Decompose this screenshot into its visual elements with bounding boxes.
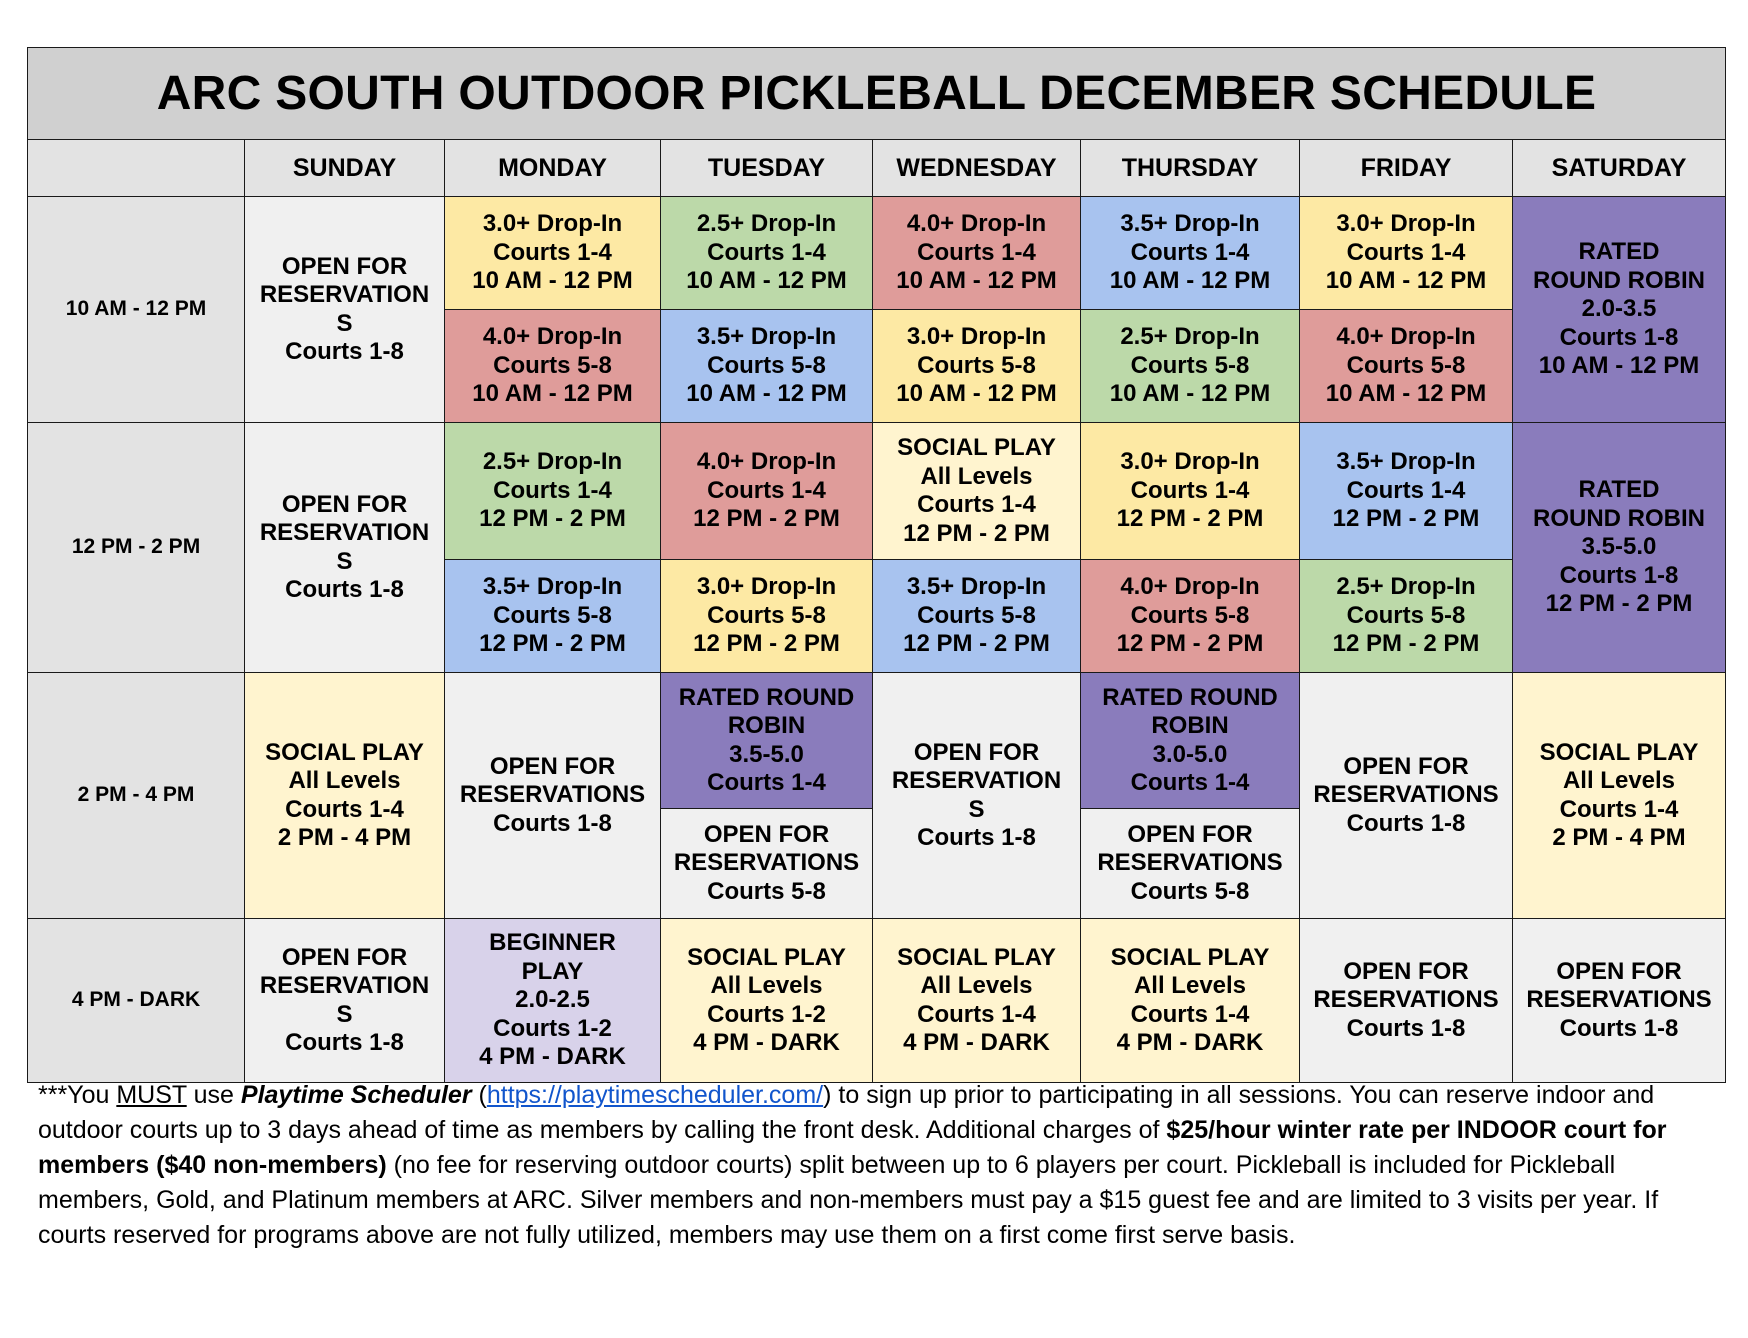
session-line: 3.0+ Drop-In — [482, 210, 623, 238]
session-line: 10 AM - 12 PM — [1109, 380, 1271, 408]
footnote — [38, 1078, 1728, 1253]
footnote-open-paren: ( — [471, 1081, 487, 1109]
session-line: RATED ROUND — [678, 683, 855, 711]
session-line: Courts 5-8 — [707, 601, 826, 629]
session-line: 2 PM - 4 PM — [277, 824, 412, 851]
session-line: 12 PM - 2 PM — [1332, 630, 1480, 658]
session-line: Courts 1-8 — [1559, 323, 1679, 351]
footnote-app-name: Playtime Scheduler — [240, 1081, 472, 1109]
session-line: 3.5+ Drop-In — [696, 323, 837, 351]
session-line: RESERVATION — [259, 519, 430, 546]
session-line: 12 PM - 2 PM — [1116, 505, 1264, 533]
session-line: 12 PM - 2 PM — [479, 505, 626, 533]
session-cell-saturday-12pm — [1513, 423, 1726, 673]
session-line: Courts 1-2 — [493, 1014, 612, 1042]
time-label-10am: 10 AM - 12 PM — [28, 197, 245, 423]
session-line: SOCIAL PLAY — [897, 434, 1056, 461]
session-line: Courts 5-8 — [707, 351, 826, 379]
session-line: RATED ROUND — [1102, 683, 1278, 711]
session-cell-monday-12pm-courts-1-4 — [445, 423, 661, 560]
session-cell-friday-2pm — [1300, 673, 1513, 919]
session-line: 4.0+ Drop-In — [482, 323, 623, 351]
session-line: 10 AM - 12 PM — [686, 267, 847, 295]
slot-row-3 — [28, 673, 1726, 809]
session-line: ROUND ROBIN — [1533, 266, 1705, 294]
session-line: 3.0+ Drop-In — [906, 323, 1047, 351]
session-line: 4 PM - DARK — [693, 1029, 840, 1056]
session-line: RESERVATION — [259, 972, 430, 999]
session-line: 10 AM - 12 PM — [1325, 380, 1487, 408]
session-cell-saturday-10am — [1513, 197, 1726, 423]
session-cell-wednesday-10am-courts-1-4 — [873, 197, 1081, 310]
session-cell-sunday-4pm — [245, 919, 445, 1083]
session-line: RESERVATIONS — [459, 781, 646, 809]
session-line: Courts 1-8 — [285, 1029, 404, 1056]
session-line: OPEN FOR — [281, 252, 408, 280]
session-cell-tuesday-4pm — [661, 919, 873, 1083]
session-cell-friday-10am-courts-1-4 — [1300, 197, 1513, 310]
session-line: 4 PM - DARK — [1116, 1029, 1264, 1056]
session-line: RESERVATIONS — [1313, 781, 1499, 809]
session-line: 2.0-2.5 — [515, 986, 590, 1014]
session-cell-thursday-12pm-courts-5-8 — [1081, 560, 1300, 673]
time-label-2pm: 2 PM - 4 PM — [28, 673, 245, 919]
session-line: Courts 1-4 — [1559, 795, 1679, 823]
session-line: Courts 1-8 — [917, 824, 1036, 851]
session-line: Courts 1-4 — [285, 795, 404, 823]
day-header-friday: FRIDAY — [1300, 140, 1513, 197]
session-cell-wednesday-2pm — [873, 673, 1081, 919]
session-line: Courts 1-8 — [1346, 809, 1466, 837]
session-line: OPEN FOR — [1127, 820, 1253, 848]
session-line: OPEN FOR — [913, 738, 1040, 766]
session-line: Courts 1-4 — [917, 1000, 1036, 1028]
session-line: 10 AM - 12 PM — [1109, 267, 1271, 295]
session-line: 10 AM - 12 PM — [472, 380, 633, 408]
session-line: Courts 1-4 — [1130, 238, 1250, 266]
session-line: ROBIN — [727, 712, 806, 739]
session-line: S — [336, 547, 353, 575]
session-cell-friday-10am-courts-5-8 — [1300, 310, 1513, 423]
footnote-body: ) to sign up prior to participating in all sessions. You can reserve indoor and outdoor courts up to 3 days ahead of time as members by calling the front desk. Additional charges of — [38, 1081, 1655, 1144]
session-line: Courts 1-4 — [917, 491, 1036, 518]
session-cell-tuesday-2pm-courts-5-8 — [661, 809, 873, 919]
session-line: 3.0-5.0 — [1152, 740, 1228, 768]
day-header-row — [28, 140, 1726, 197]
time-label-4pm: 4 PM - DARK — [28, 919, 245, 1083]
session-line: All Levels — [1133, 972, 1247, 999]
session-cell-sunday-2pm — [245, 673, 445, 919]
session-line: RATED — [1578, 476, 1660, 504]
session-cell-thursday-2pm-courts-5-8 — [1081, 809, 1300, 919]
session-line: Courts 1-8 — [1346, 1014, 1466, 1042]
session-line: BEGINNER — [489, 929, 616, 957]
session-line: SOCIAL PLAY — [265, 738, 424, 766]
day-header-thursday: THURSDAY — [1081, 140, 1300, 197]
session-cell-friday-12pm-courts-5-8 — [1300, 560, 1513, 673]
session-line: SOCIAL PLAY — [1110, 943, 1270, 971]
session-line: 12 PM - 2 PM — [903, 519, 1050, 547]
session-line: Courts 5-8 — [1130, 351, 1250, 379]
session-line: ROUND ROBIN — [1533, 504, 1705, 532]
footnote-tail: (no fee for reserving outdoor courts) split between up to 6 players per court. Pickleball is included for Pickleball members, Gold, and Platinum members at ARC. Silver members and non-members must pay a $15 guest fee and are limited to 3 visits per year. If courts reserved for programs above are not fully utilized, members may use them on a first come first serve basis. — [38, 1151, 1659, 1249]
session-cell-monday-12pm-courts-5-8 — [445, 560, 661, 673]
session-line: 4.0+ Drop-In — [696, 448, 837, 476]
session-line: Courts 5-8 — [1130, 601, 1250, 629]
day-header-wednesday: WEDNESDAY — [873, 140, 1081, 197]
session-line: OPEN FOR — [1556, 957, 1682, 985]
session-line: 2.5+ Drop-In — [696, 210, 837, 238]
session-line: 10 AM - 12 PM — [1538, 352, 1700, 380]
session-line: All Levels — [920, 972, 1033, 999]
session-line: Courts 1-4 — [707, 769, 826, 796]
session-cell-monday-10am-courts-5-8 — [445, 310, 661, 423]
footnote-prefix: ***You — [38, 1081, 117, 1109]
slot-row-2 — [28, 423, 1726, 560]
session-cell-friday-12pm-courts-1-4 — [1300, 423, 1513, 560]
session-line: All Levels — [710, 972, 823, 999]
session-line: Courts 1-4 — [1346, 238, 1466, 266]
session-line: RESERVATIONS — [673, 849, 860, 877]
session-line: 4.0+ Drop-In — [1120, 573, 1260, 601]
session-cell-wednesday-12pm-courts-5-8 — [873, 560, 1081, 673]
session-line: Courts 1-2 — [707, 1000, 826, 1028]
session-line: OPEN FOR — [281, 943, 408, 971]
slot-row-1 — [28, 197, 1726, 310]
session-cell-sunday-12pm — [245, 423, 445, 673]
session-line: RESERVATION — [891, 767, 1062, 794]
session-cell-friday-4pm — [1300, 919, 1513, 1083]
session-cell-tuesday-10am-courts-1-4 — [661, 197, 873, 310]
session-line: 12 PM - 2 PM — [693, 505, 840, 533]
session-line: All Levels — [920, 462, 1033, 490]
session-line: Courts 1-4 — [1346, 476, 1466, 504]
session-line: OPEN FOR — [1343, 752, 1469, 780]
session-line: 12 PM - 2 PM — [1116, 630, 1264, 658]
session-line: RESERVATIONS — [1097, 849, 1283, 877]
session-line: 3.0+ Drop-In — [696, 573, 837, 601]
page-title: ARC SOUTH OUTDOOR PICKLEBALL DECEMBER SCHEDULE — [28, 48, 1726, 140]
session-cell-saturday-2pm — [1513, 673, 1726, 919]
session-line: RATED — [1578, 238, 1660, 266]
session-line: OPEN FOR — [1343, 957, 1469, 985]
session-line: 4 PM - DARK — [903, 1029, 1050, 1056]
session-cell-tuesday-10am-courts-5-8 — [661, 310, 873, 423]
session-line: SOCIAL PLAY — [1539, 738, 1699, 766]
session-line: Courts 5-8 — [1346, 601, 1466, 629]
session-line: SOCIAL PLAY — [687, 943, 846, 971]
session-cell-wednesday-4pm — [873, 919, 1081, 1083]
session-line: 10 AM - 12 PM — [472, 267, 633, 295]
footnote-must: MUST — [116, 1081, 187, 1109]
session-cell-monday-10am-courts-1-4 — [445, 197, 661, 310]
session-cell-wednesday-10am-courts-5-8 — [873, 310, 1081, 423]
session-line: PLAY — [521, 957, 584, 985]
session-cell-sunday-10am — [245, 197, 445, 423]
session-line: 2.5+ Drop-In — [1336, 573, 1476, 601]
session-line: Courts 1-8 — [1559, 1014, 1679, 1042]
session-line: 2.5+ Drop-In — [482, 448, 623, 476]
session-line: ROBIN — [1151, 712, 1229, 739]
session-line: Courts 5-8 — [1346, 351, 1466, 379]
footnote-use: use — [186, 1081, 241, 1109]
session-line: 2.5+ Drop-In — [1120, 323, 1260, 351]
session-line: Courts 5-8 — [493, 351, 612, 379]
session-line: 3.0+ Drop-In — [1336, 210, 1476, 238]
session-line: Courts 1-4 — [1130, 769, 1250, 796]
slot-row-4 — [28, 919, 1726, 1083]
session-line: Courts 1-4 — [493, 238, 612, 266]
session-line: RESERVATIONS — [1313, 986, 1499, 1014]
session-cell-thursday-10am-courts-1-4 — [1081, 197, 1300, 310]
session-line: 4 PM - DARK — [479, 1043, 626, 1071]
session-line: RESERVATION — [259, 281, 430, 308]
session-line: Courts 1-4 — [707, 476, 826, 504]
session-line: Courts 1-8 — [1559, 561, 1679, 589]
session-line: OPEN FOR — [703, 820, 830, 848]
day-header-tuesday: TUESDAY — [661, 140, 873, 197]
session-line: 12 PM - 2 PM — [903, 630, 1050, 658]
session-cell-saturday-4pm — [1513, 919, 1726, 1083]
session-line: 4.0+ Drop-In — [906, 210, 1047, 238]
session-line: All Levels — [288, 767, 401, 794]
session-line: 4.0+ Drop-In — [1336, 323, 1476, 351]
session-cell-thursday-10am-courts-5-8 — [1081, 310, 1300, 423]
session-line: Courts 1-8 — [493, 809, 612, 837]
session-line: 3.5-5.0 — [1581, 533, 1657, 561]
session-line: 10 AM - 12 PM — [896, 380, 1057, 408]
session-line: Courts 5-8 — [917, 601, 1036, 629]
session-line: 12 PM - 2 PM — [1332, 505, 1480, 533]
time-label-12pm: 12 PM - 2 PM — [28, 423, 245, 673]
session-line: Courts 5-8 — [707, 877, 826, 905]
session-line: Courts 1-4 — [1130, 1000, 1250, 1028]
session-cell-tuesday-2pm-courts-1-4 — [661, 673, 873, 809]
session-line: S — [336, 1000, 353, 1028]
session-line: RESERVATIONS — [1526, 986, 1712, 1014]
session-line: 3.5-5.0 — [729, 740, 804, 768]
session-line: 2 PM - 4 PM — [1552, 824, 1686, 851]
session-line: Courts 1-4 — [1130, 476, 1250, 504]
session-line: 10 AM - 12 PM — [1325, 267, 1487, 295]
session-line: 3.0+ Drop-In — [1120, 448, 1260, 476]
session-cell-monday-2pm — [445, 673, 661, 919]
session-line: Courts 5-8 — [493, 601, 612, 629]
session-line: Courts 5-8 — [917, 351, 1036, 379]
session-line: Courts 1-4 — [917, 238, 1036, 266]
day-header-sunday: SUNDAY — [245, 140, 445, 197]
session-line: All Levels — [1562, 767, 1676, 794]
session-line: S — [336, 309, 353, 337]
session-cell-monday-4pm — [445, 919, 661, 1083]
session-cell-wednesday-12pm-courts-1-4 — [873, 423, 1081, 560]
session-line: 12 PM - 2 PM — [1545, 590, 1693, 618]
session-line: 2.0-3.5 — [1581, 295, 1657, 323]
footnote-rate: $25/hour winter rate per INDOOR court for members ($40 non-members) — [38, 1116, 1667, 1179]
session-line: 10 AM - 12 PM — [686, 380, 847, 408]
session-line: SOCIAL PLAY — [897, 943, 1056, 971]
session-line: 3.5+ Drop-In — [482, 573, 623, 601]
day-header-monday: MONDAY — [445, 140, 661, 197]
session-line: 3.5+ Drop-In — [906, 573, 1047, 601]
session-cell-tuesday-12pm-courts-1-4 — [661, 423, 873, 560]
session-cell-thursday-4pm — [1081, 919, 1300, 1083]
session-cell-thursday-12pm-courts-1-4 — [1081, 423, 1300, 560]
scheduler-link[interactable]: https://playtimescheduler.com/ — [486, 1081, 824, 1109]
session-line: 12 PM - 2 PM — [693, 630, 840, 658]
day-header-saturday: SATURDAY — [1513, 140, 1726, 197]
session-cell-tuesday-12pm-courts-5-8 — [661, 560, 873, 673]
session-line: Courts 1-8 — [285, 576, 404, 603]
session-line: Courts 1-8 — [285, 338, 404, 365]
session-line: Courts 1-4 — [493, 476, 612, 504]
session-line: 3.5+ Drop-In — [1336, 448, 1476, 476]
corner-cell — [28, 140, 245, 197]
session-line: 3.5+ Drop-In — [1120, 210, 1260, 238]
session-line: OPEN FOR — [281, 490, 408, 518]
session-line: Courts 1-4 — [707, 238, 826, 266]
schedule-table — [27, 47, 1726, 1083]
session-cell-thursday-2pm-courts-1-4 — [1081, 673, 1300, 809]
session-line: 10 AM - 12 PM — [896, 267, 1057, 295]
session-line: Courts 5-8 — [1130, 877, 1250, 905]
session-line: S — [968, 795, 985, 823]
session-line: OPEN FOR — [489, 752, 616, 780]
session-line: 12 PM - 2 PM — [479, 630, 626, 658]
